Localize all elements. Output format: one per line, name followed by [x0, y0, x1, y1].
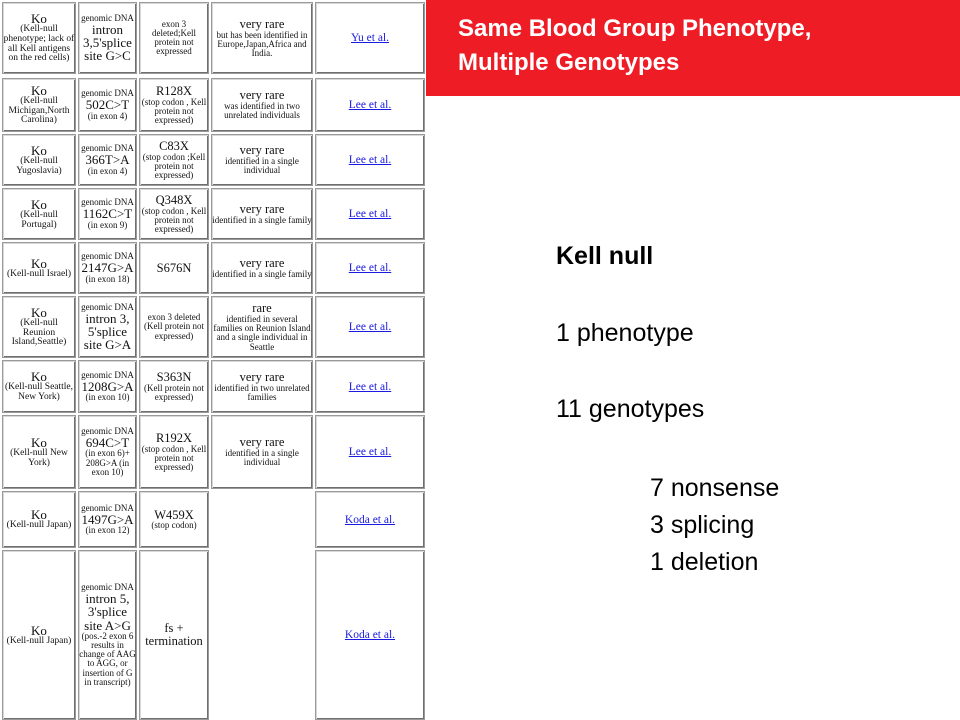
freq-big: very rare — [239, 256, 285, 271]
dna-bottom: (in exon 12) — [85, 525, 130, 536]
protein-text — [140, 622, 208, 648]
freq-small: identified in a single family — [212, 268, 312, 279]
table-cell — [139, 415, 209, 489]
dna-bottom: (in exon 10) — [85, 392, 130, 403]
pheno-big: Ko — [31, 255, 47, 271]
dna-text — [79, 583, 136, 687]
pheno-small: (Kell-null New York) — [10, 447, 68, 468]
summary-genotypes: 11 genotypes — [556, 395, 705, 423]
freq-big: very rare — [239, 143, 285, 158]
pheno-big: Ko — [31, 142, 47, 158]
protein-small: (stop codon) — [151, 520, 197, 531]
reference-link[interactable]: Lee et al. — [348, 99, 392, 111]
table-cell — [211, 242, 313, 294]
pheno-text — [3, 370, 75, 403]
protein-big: R192X — [155, 430, 193, 445]
protein-text — [157, 262, 192, 275]
protein-small: (stop codon ;Kell protein not expressed) — [142, 151, 206, 180]
table-cell — [315, 550, 425, 720]
dna-bottom: (in exon 4) — [87, 165, 128, 176]
table-cell — [139, 78, 209, 132]
title-line-1: Same Blood Group Phenotype, — [458, 15, 812, 42]
freq-big: very rare — [239, 202, 285, 217]
dna-big: 1497G>A — [81, 511, 134, 527]
table-cell — [2, 296, 76, 358]
table-cell — [211, 134, 313, 186]
dna-text — [81, 89, 134, 121]
freq-text — [212, 302, 312, 351]
table-cell — [315, 360, 425, 413]
table-cell — [139, 296, 209, 358]
table-cell — [2, 2, 76, 74]
table-cell — [139, 491, 209, 548]
dna-text — [79, 427, 136, 477]
protein-small: (Kell protein not expressed) — [144, 382, 204, 402]
dna-big: intron 3, 5'splice site G>A — [83, 310, 132, 353]
protein-big: R128X — [155, 83, 193, 98]
protein-big: Q348X — [155, 192, 193, 207]
dna-top: genomic DNA — [81, 12, 134, 23]
protein-text — [140, 85, 208, 125]
pheno-small: (Kell-null Portugal) — [20, 209, 58, 230]
pheno-big: Ko — [31, 304, 47, 320]
freq-text — [212, 257, 311, 279]
protein-text — [140, 194, 208, 234]
dna-bottom: (in exon 4) — [87, 110, 128, 121]
table-cell — [211, 360, 313, 413]
dna-text — [79, 14, 136, 63]
dna-top: genomic DNA — [81, 251, 134, 262]
title-line-2: Multiple Genotypes — [458, 49, 680, 76]
reference-link[interactable]: Lee et al. — [348, 380, 392, 393]
table-cell — [211, 2, 313, 74]
freq-big: rare — [252, 301, 272, 316]
dna-top: genomic DNA — [81, 369, 134, 380]
summary-deletion: 1 deletion — [650, 548, 759, 576]
protein-text — [140, 20, 208, 57]
pheno-small: (Kell-null phenotype; lack of all Kell antigens on the red cells) — [3, 24, 75, 64]
dna-bottom: (in exon 9) — [87, 219, 128, 230]
table-cell — [211, 296, 313, 358]
table-cell — [139, 2, 209, 74]
freq-small: identified in a single family — [212, 214, 312, 225]
dna-big: 2147G>A — [81, 260, 134, 276]
title-banner — [426, 0, 960, 96]
protein-big: C83X — [159, 138, 189, 153]
dna-bottom: (in exon 6)+ 208G>A (in exon 10) — [85, 448, 130, 477]
reference-link[interactable]: Yu et al. — [350, 32, 389, 44]
freq-text — [212, 144, 312, 175]
table-cell — [78, 78, 137, 132]
dna-bottom: (in exon 18) — [85, 273, 130, 284]
freq-text — [212, 436, 312, 467]
table-cell — [2, 188, 76, 240]
pheno-small: (Kell-null Reunion Island,Seattle) — [11, 318, 67, 348]
freq-small: identified in several families on Reunion Island and a single individual in Seattle — [213, 314, 311, 352]
protein-small: exon 3 deleted;Kell protein not expressed — [152, 18, 196, 57]
dna-big: intron 3,5'splice site G>C — [83, 21, 132, 64]
table-cell — [315, 2, 425, 74]
table-cell — [315, 78, 425, 132]
table-cell — [315, 134, 425, 186]
dna-text — [81, 252, 134, 284]
table-cell — [78, 188, 137, 240]
pheno-text — [7, 624, 72, 647]
table-cell — [315, 242, 425, 294]
table-cell — [2, 242, 76, 294]
dna-top: genomic DNA — [81, 88, 134, 99]
pheno-text — [3, 436, 75, 469]
pheno-big: Ko — [31, 196, 47, 212]
freq-big: very rare — [239, 369, 285, 384]
protein-big: W459X — [154, 507, 194, 522]
pheno-text — [3, 144, 75, 177]
protein-big: fs + termination — [145, 621, 203, 648]
table-cell — [78, 242, 137, 294]
table-cell — [2, 491, 76, 548]
table-cell — [211, 415, 313, 489]
dna-top: genomic DNA — [81, 502, 134, 513]
summary-nonsense: 7 nonsense — [650, 474, 780, 502]
dna-top: genomic DNA — [81, 426, 134, 437]
reference-link[interactable]: Koda et al. — [344, 513, 396, 526]
pheno-big: Ko — [31, 507, 47, 523]
pheno-small: (Kell-null Michigan,North Carolina) — [8, 96, 70, 126]
pheno-text — [7, 257, 71, 280]
dna-top: genomic DNA — [81, 197, 134, 208]
summary-heading: Kell null — [556, 242, 654, 270]
reference-link[interactable]: Lee et al. — [348, 208, 392, 220]
protein-text — [151, 509, 196, 531]
dna-text — [81, 504, 134, 536]
table-cell — [315, 491, 425, 548]
table-cell — [2, 550, 76, 720]
dna-top: genomic DNA — [81, 143, 134, 154]
table-cell — [315, 296, 425, 358]
protein-text — [140, 313, 208, 341]
slide-title — [458, 12, 811, 80]
reference-link[interactable]: Lee et al. — [348, 262, 392, 274]
dna-big: 502C>T — [85, 97, 130, 113]
table-cell — [78, 296, 137, 358]
pheno-text — [3, 198, 75, 231]
table-cell — [2, 415, 76, 489]
dna-text — [81, 371, 134, 403]
pheno-text — [3, 306, 75, 348]
summary-splicing: 3 splicing — [650, 511, 755, 539]
protein-text — [140, 371, 208, 402]
reference-link[interactable]: Koda et al. — [344, 629, 396, 641]
table-cell — [2, 78, 76, 132]
table-cell — [2, 134, 76, 186]
protein-text — [140, 140, 208, 180]
freq-small: but has been identified in Europe,Japan,Africa and India. — [216, 29, 308, 58]
pheno-big: Ko — [31, 369, 47, 385]
reference-link[interactable]: Lee et al. — [348, 321, 392, 333]
reference-link[interactable]: Lee et al. — [348, 154, 392, 166]
table-cell — [78, 550, 137, 720]
protein-small: (stop codon , Kell protein not expressed) — [141, 205, 207, 234]
genotype-table — [0, 0, 425, 720]
table-cell — [315, 415, 425, 489]
pheno-big: Ko — [31, 622, 47, 638]
pheno-small: (Kell-null Japan) — [6, 635, 72, 646]
dna-big: 1208G>A — [81, 378, 134, 394]
freq-text — [212, 89, 312, 120]
protein-text — [140, 432, 208, 472]
dna-text — [81, 144, 134, 176]
reference-link[interactable]: Lee et al. — [348, 446, 392, 458]
pheno-text — [7, 508, 72, 531]
freq-small: identified in a single individual — [225, 448, 299, 468]
table-cell — [78, 491, 137, 548]
protein-big: S363N — [156, 369, 192, 384]
dna-big: 1162C>T — [82, 206, 133, 222]
pheno-big: Ko — [31, 82, 47, 98]
freq-text — [212, 18, 312, 58]
table-cell — [211, 188, 313, 240]
pheno-big: Ko — [31, 434, 47, 450]
protein-big: S676N — [156, 260, 192, 275]
dna-top: genomic DNA — [81, 582, 134, 593]
table-cell — [315, 188, 425, 240]
freq-small: identified in a single individual — [225, 156, 299, 176]
table-cell — [78, 134, 137, 186]
dna-big: 366T>A — [85, 152, 130, 168]
freq-big: very rare — [239, 435, 285, 450]
protein-small: (stop codon , Kell protein not expressed) — [141, 443, 207, 472]
pheno-big: Ko — [31, 11, 47, 26]
pheno-text — [3, 84, 75, 126]
table-cell — [139, 242, 209, 294]
table-cell — [78, 2, 137, 74]
table-cell — [139, 188, 209, 240]
dna-top: genomic DNA — [81, 301, 134, 312]
pheno-small: (Kell-null Yugoslavia) — [16, 155, 62, 176]
freq-text — [212, 371, 312, 402]
dna-text — [81, 198, 134, 230]
table-cell — [78, 415, 137, 489]
pheno-small: (Kell-null Israel) — [6, 268, 72, 279]
protein-small: (stop codon , Kell protein not expressed) — [141, 96, 207, 125]
freq-text — [212, 203, 311, 225]
dna-big: 694C>T — [85, 435, 130, 451]
summary-phenotype: 1 phenotype — [556, 319, 694, 347]
pheno-small: (Kell-null Japan) — [6, 520, 72, 531]
freq-small: identified in two unrelated families — [214, 382, 310, 402]
table-cell — [139, 360, 209, 413]
dna-big: intron 5, 3'splice site A>G — [84, 591, 131, 633]
pheno-small: (Kell-null Seattle, New York) — [4, 382, 74, 403]
table-cell — [139, 134, 209, 186]
table-cell — [2, 360, 76, 413]
dna-bottom: (pos.-2 exon 6 results in change of AAG to AGG, or insertion of G in transcript) — [79, 630, 136, 687]
freq-small: was identified in two unrelated individuals — [224, 101, 300, 121]
table-cell — [78, 360, 137, 413]
freq-big: very rare — [239, 88, 285, 103]
table-cell — [139, 550, 209, 720]
pheno-text — [3, 12, 75, 64]
table-cell — [211, 78, 313, 132]
dna-text — [79, 303, 136, 352]
protein-small: exon 3 deleted (Kell protein not expressed) — [144, 312, 204, 341]
freq-big: very rare — [239, 16, 285, 31]
